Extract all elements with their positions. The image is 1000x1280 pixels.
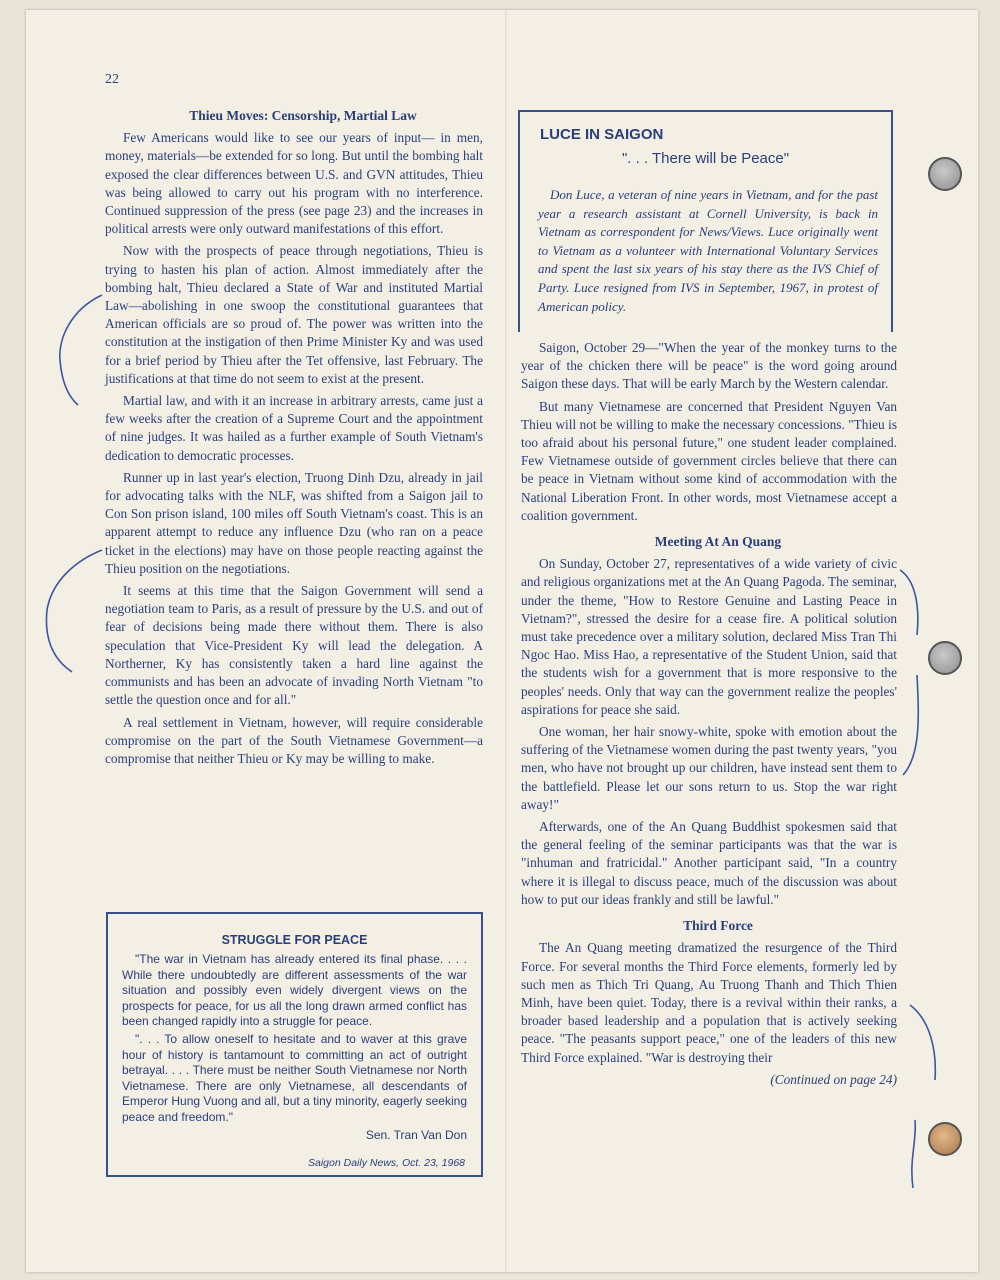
section-heading: Third Force	[683, 918, 753, 934]
continued-note: (Continued on page 24)	[770, 1071, 897, 1087]
paragraph: Afterwards, one of the An Quang Buddhist spokesmen said that the general feeling of the seminar participants was that the war is "inhuman and fratricidal." Another participant said, "In a country where it is illegal to discuss peace, much of the discussion was about how to put our ideas frankly and still be lawful."	[521, 819, 897, 907]
paragraph: But many Vietnamese are concerned that President Nguyen Van Thieu will not be willing to make the necessary concessions. "Thieu is too afraid about his personal future," one student leader complained. Few Vietnamese outside of government circles believe that there can be peace in Vietnam without some kind of accommodation with the National Liberation Front. In other words, most Vietnamese accept a coalition government.	[521, 398, 897, 523]
paragraph: Few Americans would like to see our years of input— in men, money, materials—be extended for so long. But until the bombing halt exposed the clear differences between U.S. and GVN attitudes, Thieu was being allowed to carry out his program with no interference. Continued suppression of the press (see page 23) and the increases in political arrests were only outward manifestations of this effort.	[105, 130, 483, 237]
quote-paragraph: ". . . To allow oneself to hesitate and to waver at this grave hour of history is tantamount to committing an act of outright betrayal. . . . There must be neither South Vietnamese nor North Vietnamese. There are only Vietnamese, all descendants of Emperor Hung Vuong and all, but a tiny minority, eagerly seeking peace and freedom."	[122, 1031, 467, 1124]
paragraph: Saigon, October 29—"When the year of the monkey turns to the year of the chicken there will be peace" is the word going around Saigon these days. That will be early March by the Western calendar.	[521, 340, 897, 392]
box-subtitle: ". . . There will be Peace"	[621, 150, 790, 167]
pen-bracket-mark	[40, 290, 110, 410]
paragraph: The An Quang meeting dramatized the resurgence of the Third Force. For several months the Third Force elements, formerly led by such men as Thich Tri Quang, Au Truong Thanh and Thich Thien Minh, have been quiet. Today, there is a revival within their ranks, a broader based leadership and a population that is actively seeking peace. "The peasants support peace," one of the leaders of this new Third Force explained. "War is destroying their	[521, 940, 897, 1065]
quote-signature: Sen. Tran Van Don	[365, 1127, 467, 1142]
box-title: STRUGGLE FOR PEACE	[221, 933, 368, 947]
quote-paragraph: "The war in Vietnam has already entered its final phase. . . . While there undoubtedly are different assessments of the war situation and possibly even widely divergent views on the prospects for peace, for us all the long drawn armed conflict has been changed rapidly into a struggle for peace.	[122, 952, 467, 1029]
page-number: 22	[105, 72, 119, 87]
quote-source: Saigon Daily News, Oct. 23, 1968	[308, 1157, 465, 1169]
luce-in-saigon-box	[518, 110, 893, 332]
struggle-for-peace-box	[106, 912, 483, 1177]
section-heading: Meeting At An Quang	[654, 534, 782, 550]
article-heading: Thieu Moves: Censorship, Martial Law	[189, 108, 417, 123]
author-bio: Don Luce, a veteran of nine years in Vietnam, and for the past year a research assistant at Cornell University, is back in Vietnam as correspondent for News/Views. Luce originally went to Vietnam as a volunteer with International Voluntary Services and spent the last six years of his stay there as the IVS Chief of Party. Luce resigned from IVS in September, 1967, in protest of American policy.	[538, 187, 878, 314]
page-fold	[505, 10, 507, 1272]
box-title: LUCE IN SAIGON	[540, 126, 664, 143]
paragraph: Runner up in last year's election, Truong Dinh Dzu, already in jail for advocating talks with the NLF, was shifted from a Saigon jail to Con Son prison island, 100 miles off South Vietnam's coast. This is an apparent attempt to reduce any influence Dzu (who ran on a peace ticket in the elections) may have on those people reacting against the Thieu position on the negotiations.	[105, 469, 483, 576]
paragraph: A real settlement in Vietnam, however, will require considerable compromise on the part of the South Vietnamese Government—a compromise that neither Thieu or Ky may be willing to make.	[105, 714, 483, 766]
paragraph: On Sunday, October 27, representatives of a wide variety of civic and religious organizations met at the An Quang Pagoda. The seminar, under the theme, "How to Restore Genuine and Lasting Peace in Vietnam?", stressed the desire for a cease fire. A political solution must take precedence over a military solution, declared Miss Tran Thi Ngoc Hao. Miss Hao, a representative of the Student Union, said that the students wish for a government that is more responsive to the peoples' needs. Only that way can the government realize the peoples' aspirations for peace she said.	[521, 556, 897, 717]
box-quote	[122, 952, 467, 1143]
paragraph: Now with the prospects of peace through negotiations, Thieu is trying to hasten his plan of action. Almost immediately after the bombing halt, Thieu declared a State of War and instituted Martial Law—abolishing in one swoop the constitutional guarantees that American officials are so proud of. The power was written into the constitution at the instigation of then Prime Minister Ky and was used for a brief period by Thieu after the Tet offensive, last February. The justifications at that time do not seem to exist at the present.	[105, 243, 483, 386]
paragraph: It seems at this time that the Saigon Government will send a negotiation team to Paris, as a result of pressure by the U.S. and out of fear of decisions being made there without them. There is also speculation that Vice-President Ky will lead the delegation. A Northerner, Ky has consistently taken a hard line against the communists and has been an advocate of invading North Vietnam "to settle the question once and for all."	[105, 583, 483, 708]
pen-bracket-mark	[895, 565, 935, 785]
pen-bracket-mark	[905, 1000, 945, 1200]
article-luce	[521, 339, 897, 1089]
article-thieu	[105, 107, 483, 772]
paragraph: Martial law, and with it an increase in arbitrary arrests, came just a few weeks after the creation of a Supreme Court and the appointment of nine judges. It was hailed as a further example of South Vietnam's dedication to democratic processes.	[105, 393, 483, 463]
pen-bracket-mark	[32, 540, 112, 680]
paragraph: One woman, her hair snowy-white, spoke with emotion about the suffering of the Vietnamese women during the past twenty years, "you men, who have not brought up our children, have instead sent them to the battlefield. Please let our sons return to us. Stop the war right away!"	[521, 724, 897, 812]
binder-hole	[928, 157, 962, 191]
